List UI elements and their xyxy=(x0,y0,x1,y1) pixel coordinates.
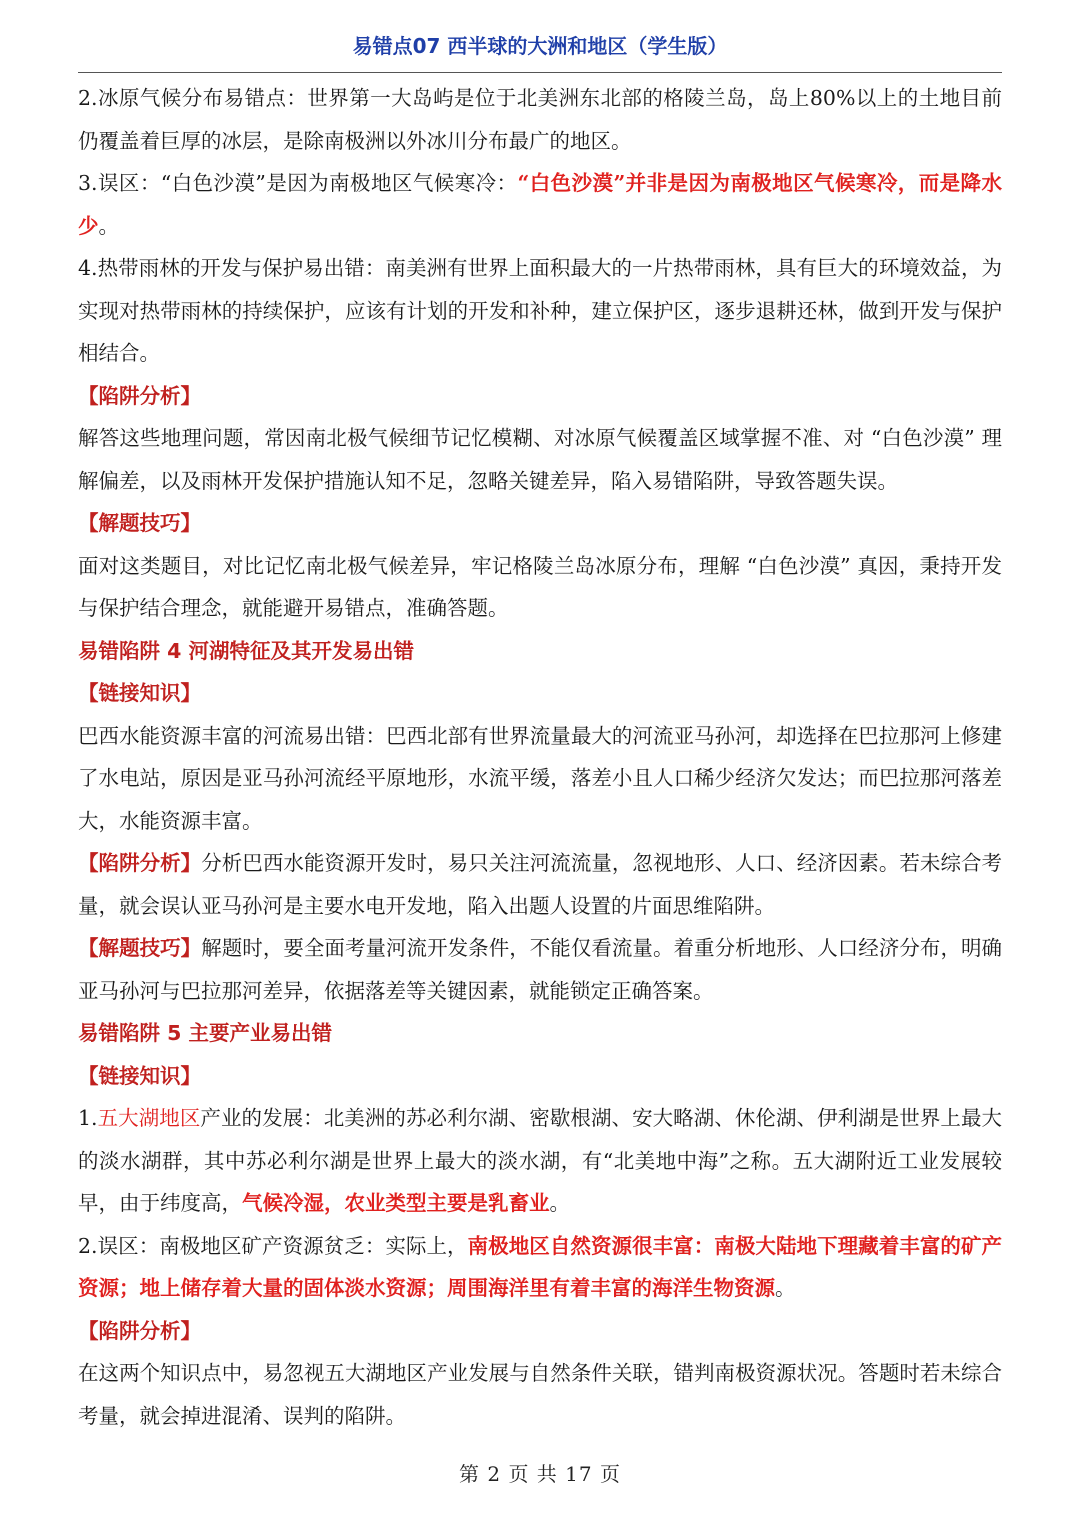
white-desert-end: 。 xyxy=(98,213,119,238)
section-heading-solving-tips-1: 【解题技巧】 xyxy=(78,511,201,535)
section-heading-link-knowledge-1: 【链接知识】 xyxy=(78,681,201,705)
great-lakes-num: 1. xyxy=(78,1106,98,1130)
trap-heading-5: 易错陷阱 5 主要产业易出错 xyxy=(78,1021,333,1045)
content-body xyxy=(78,77,1002,1437)
white-desert-highlight: “白色沙漠”并非是因为南极地区气候寒冷，而是降水少 xyxy=(78,171,1002,238)
antarctic-end: 。 xyxy=(775,1276,796,1300)
great-lakes-end: 。 xyxy=(549,1191,570,1215)
antarctic-intro: 2.误区：南极地区矿产资源贫乏：实际上， xyxy=(78,1233,468,1258)
paragraph-solving-tips-2 xyxy=(78,927,1002,1012)
paragraph-white-desert xyxy=(78,162,1002,247)
paragraph-solving-tips-1: 面对这类题目，对比记忆南北极气候差异，牢记格陵兰岛冰原分布，理解 “白色沙漠” 真因，秉持开发与保护结合理念，就能避开易错点，准确答题。 xyxy=(78,553,1002,620)
paragraph-rainforest: 4.热带雨林的开发与保护易出错：南美洲有世界上面积最大的一片热带雨林，具有巨大的环境效益，为实现对热带雨林的持续保护，应该有计划的开发和补种，建立保护区，逐步退耕还林，做到开发与保护相结合。 xyxy=(78,256,1002,365)
inline-heading-solving-tips-2: 【解题技巧】 xyxy=(78,936,202,960)
paragraph-trap-analysis-1: 解答这些地理问题，常因南北极气候细节记忆模糊、对冰原气候覆盖区域掌握不准、对 “白色沙漠” 理解偏差，以及雨林开发保护措施认知不足，忽略关键差异，陷入易错陷阱，导致答题失误。 xyxy=(78,426,1002,493)
great-lakes-body: 产业的发展：北美洲的苏必利尔湖、密歇根湖、安大略湖、休伦湖、伊利湖是世界上最大的淡水湖群，其中苏必利尔湖是世界上最大的淡水湖，有“北美地中海”之称。五大湖附近工业发展较早，由于纬度高， xyxy=(78,1106,1003,1215)
white-desert-intro: 3.误区：“白色沙漠”是因为南极地区气候寒冷： xyxy=(78,171,518,195)
trap-analysis-2-text: 分析巴西水能资源开发时，易只关注河流流量，忽视地形、人口、经济因素。若未综合考量，就会误认亚马孙河是主要水电开发地，陷入出题人设置的片面思维陷阱。 xyxy=(78,851,1003,918)
section-heading-trap-analysis-3: 【陷阱分析】 xyxy=(78,1318,201,1343)
paragraph-ice-climate: 2.冰原气候分布易错点：世界第一大岛屿是位于北美洲东北部的格陵兰岛，岛上80%以上的土地目前仍覆盖着巨厚的冰层，是除南极洲以外冰川分布最广的地区。 xyxy=(78,86,1002,153)
solving-tips-2-text: 解题时，要全面考量河流开发条件，不能仅看流量。着重分析地形、人口经济分布，明确亚马孙河与巴拉那河差异，依据落差等关键因素，就能锁定正确答案。 xyxy=(78,936,1003,1003)
paragraph-trap-analysis-2 xyxy=(78,842,1002,927)
paragraph-great-lakes xyxy=(78,1097,1002,1225)
paragraph-antarctic-resources xyxy=(78,1225,1002,1310)
section-heading-link-knowledge-2: 【链接知识】 xyxy=(78,1063,201,1088)
inline-heading-trap-analysis-2: 【陷阱分析】 xyxy=(78,851,202,875)
header-divider xyxy=(78,72,1002,73)
great-lakes-highlight: 气候冷湿，农业类型主要是乳畜业 xyxy=(242,1191,550,1215)
page-header-title: 易错点07 西半球的大洲和地区（学生版） xyxy=(352,34,728,58)
great-lakes-region: 五大湖地区 xyxy=(97,1106,201,1130)
paragraph-trap-analysis-3: 在这两个知识点中，易忽视五大湖地区产业发展与自然条件关联，错判南极资源状况。答题时若未综合考量，就会掉进混淆、误判的陷阱。 xyxy=(78,1361,1002,1428)
trap-heading-4: 易错陷阱 4 河湖特征及其开发易出错 xyxy=(78,638,415,663)
page-number-footer: 第 2 页 共 17 页 xyxy=(459,1462,621,1486)
paragraph-brazil-hydro: 巴西水能资源丰富的河流易出错：巴西北部有世界流量最大的河流亚马孙河，却选择在巴拉那河上修建了水电站，原因是亚马孙河流经平原地形，水流平缓，落差小且人口稀少经济欠发达；而巴拉那河落差大，水能资源丰富。 xyxy=(78,723,1002,833)
section-heading-trap-analysis-1: 【陷阱分析】 xyxy=(78,383,201,408)
antarctic-highlight: 南极地区自然资源很丰富：南极大陆地下理藏着丰富的矿产资源；地上储存着大量的固体淡水资源；周围海洋里有着丰富的海洋生物资源 xyxy=(78,1233,1003,1300)
